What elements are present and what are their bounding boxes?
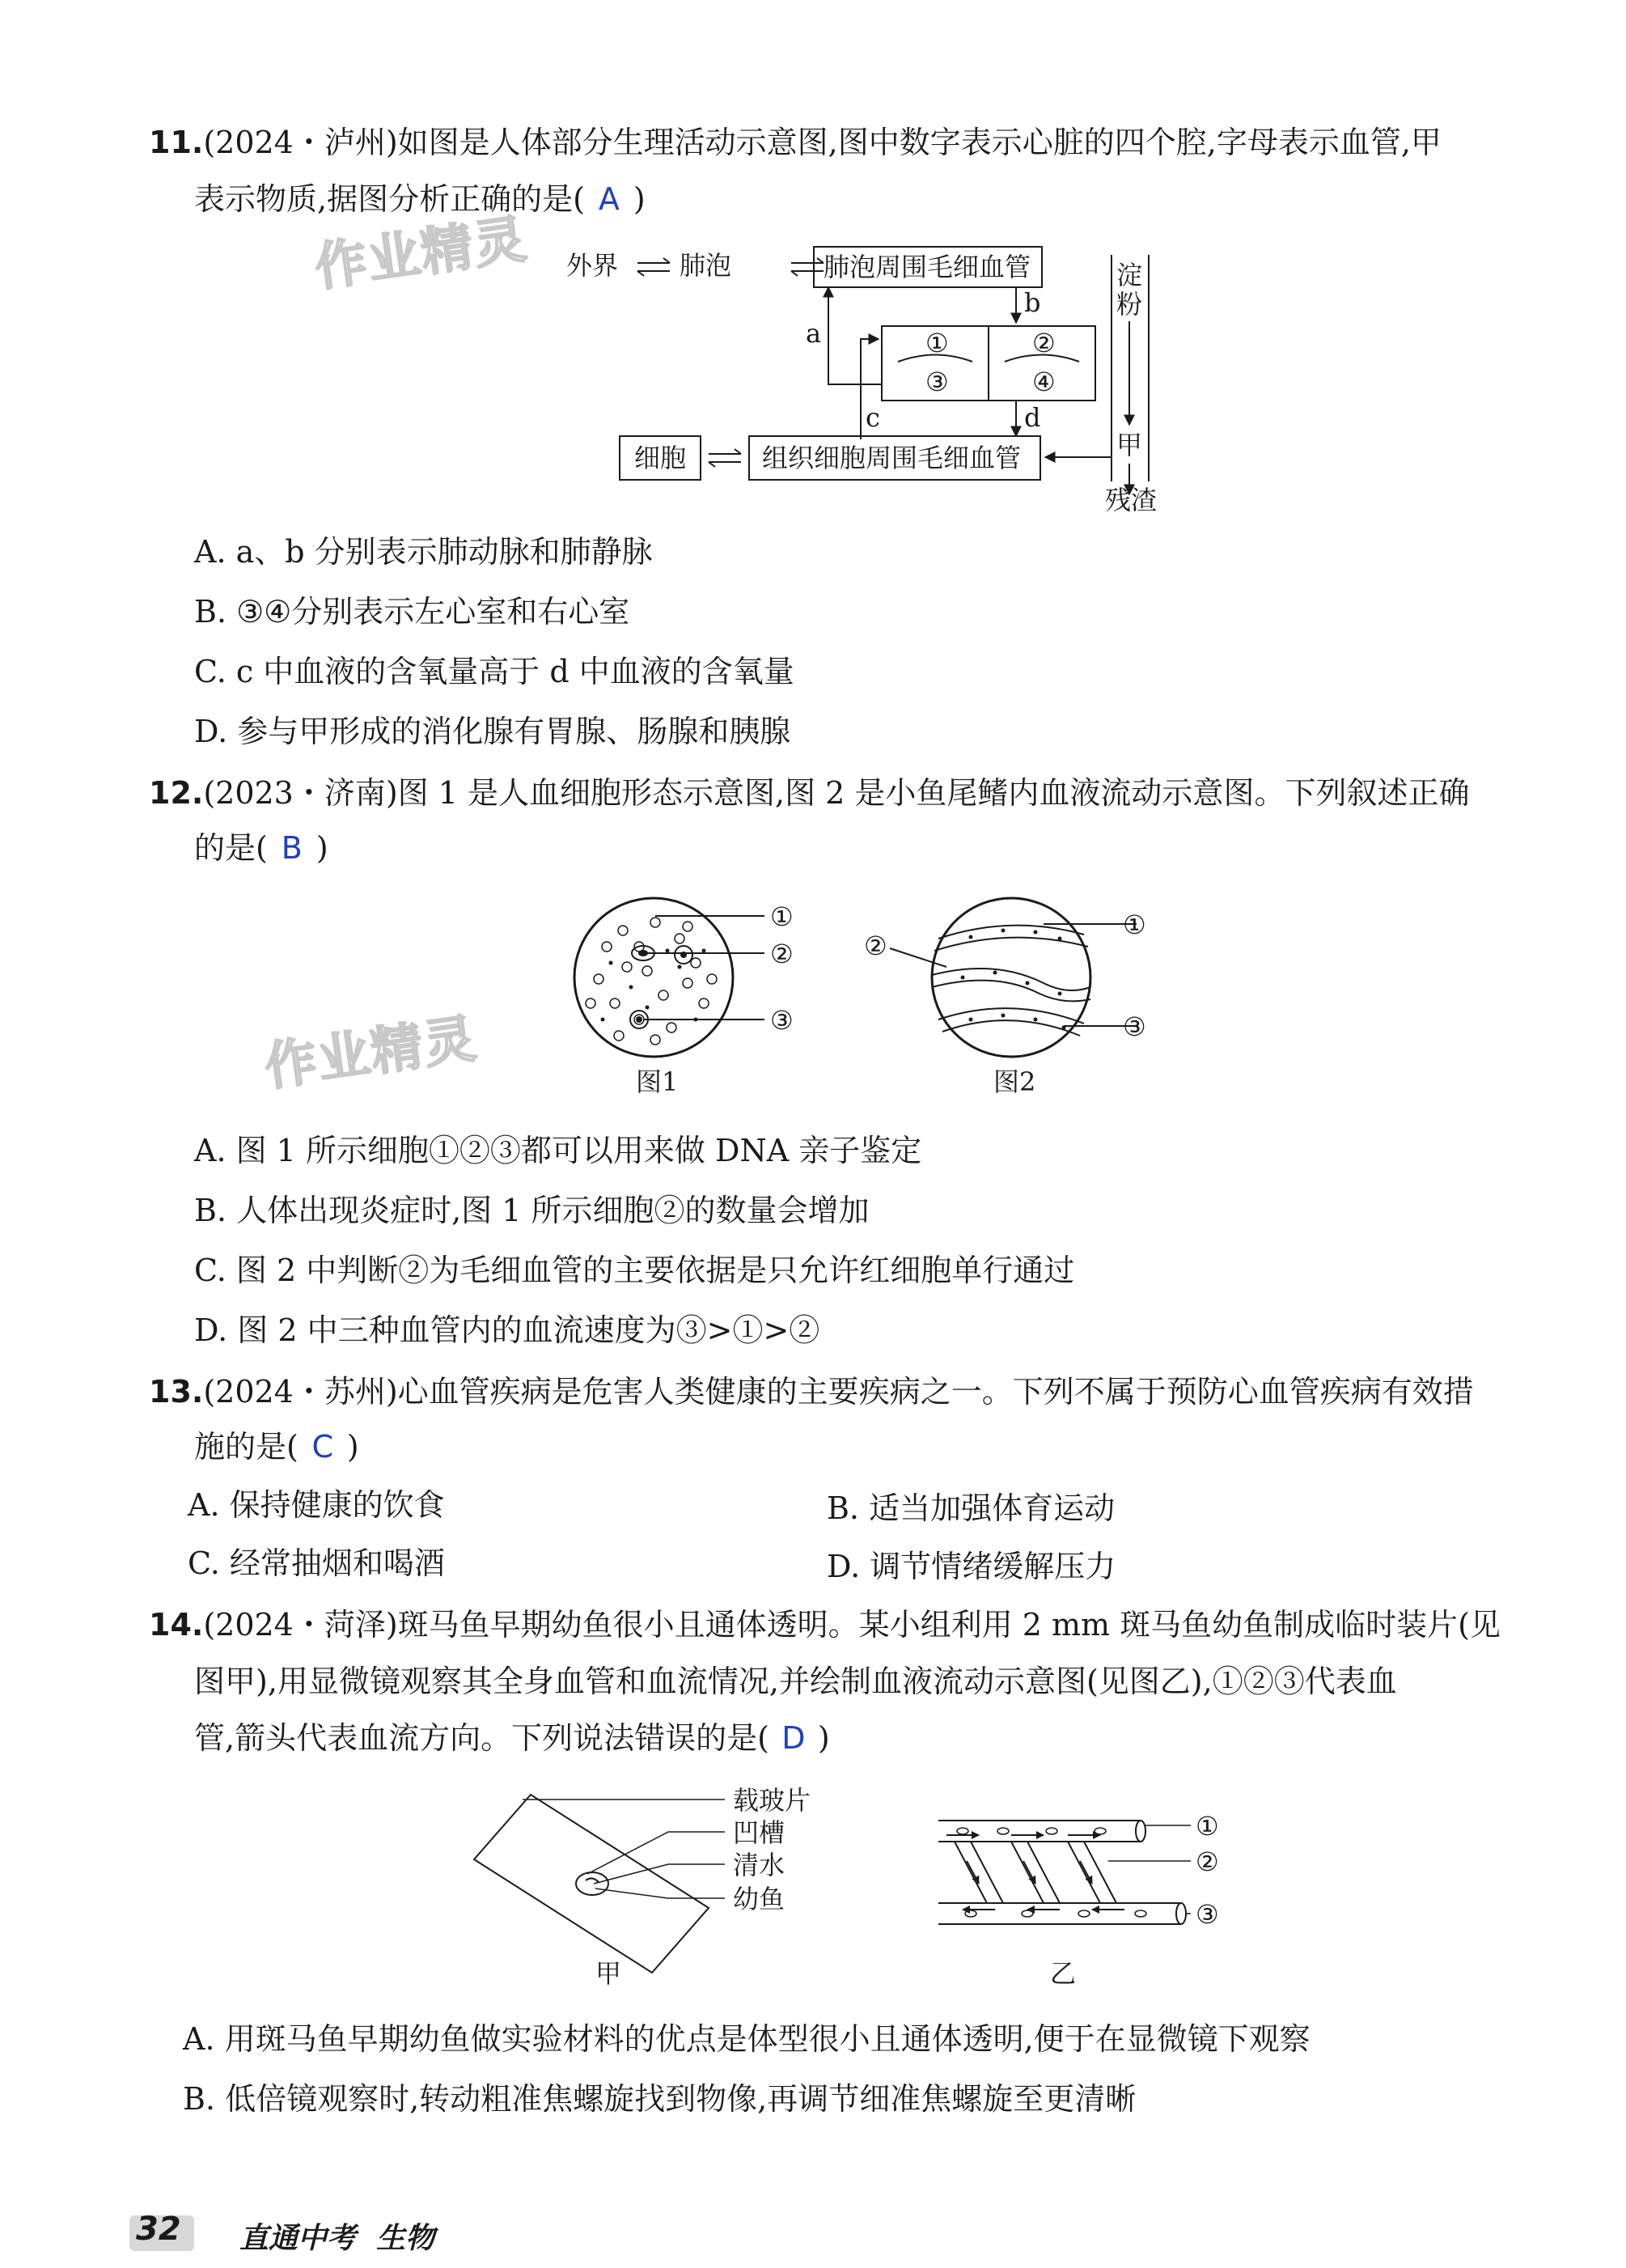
q14-option-b: B. 低倍镜观察时,转动粗准焦螺旋找到物像,再调节细准焦螺旋至更清晰 bbox=[183, 2081, 1137, 2117]
q11-option-b: B. ③④分别表示左心室和右心室 bbox=[194, 594, 630, 630]
q13-stem: 13.(2024・苏州)心血管疾病是危害人类健康的主要疾病之一。下列不属于预防心血管疾病有效措 bbox=[149, 1374, 1474, 1410]
q14-stem-cont: 图甲),用显微镜观察其全身血管和血流情况,并绘制血液流动示意图(见图乙),①②③代表血 bbox=[194, 1664, 1397, 1699]
answer: C bbox=[311, 1429, 334, 1465]
label-1: ① bbox=[770, 901, 794, 932]
watermark: 作业精灵 bbox=[260, 1008, 481, 1098]
fish-larva bbox=[586, 1878, 599, 1882]
label-cell: 细胞 bbox=[634, 443, 687, 473]
red-blood-cells bbox=[586, 918, 717, 1045]
vessel-a: a bbox=[806, 318, 822, 349]
question-number: 11. bbox=[149, 125, 204, 160]
chamber-2: ② bbox=[1032, 328, 1056, 358]
exchange-arrows bbox=[791, 258, 824, 276]
label-residue: 残渣 bbox=[1105, 485, 1158, 515]
label-2: ② bbox=[864, 931, 887, 961]
question-number: 12. bbox=[149, 775, 204, 811]
q13-stem-cont: 施的是( C ) bbox=[194, 1429, 359, 1465]
label-1: ① bbox=[1123, 909, 1146, 940]
label-starch-2: 粉 bbox=[1116, 289, 1143, 320]
q13-option-a: A. 保持健康的饮食 bbox=[188, 1487, 445, 1523]
q12-stem: 12.(2023・济南)图 1 是人血细胞形态示意图,图 2 是小鱼尾鳍内血液流动示意图。下列叙述正确 bbox=[149, 775, 1470, 811]
q12-option-c: C. 图 2 中判断②为毛细血管的主要依据是只允许红细胞单行通过 bbox=[194, 1253, 1075, 1288]
q13-option-d: D. 调节情绪缓解压力 bbox=[827, 1549, 1116, 1584]
label-1: ① bbox=[1196, 1811, 1219, 1842]
vessel-c: c bbox=[866, 402, 880, 433]
label-3: ③ bbox=[1196, 1899, 1219, 1930]
exchange-arrows bbox=[709, 449, 741, 467]
q14-option-a: A. 用斑马鱼早期幼鱼做实验材料的优点是体型很小且通体透明,便于在显微镜下观察 bbox=[183, 2021, 1311, 2057]
label-outside: 外界 bbox=[566, 250, 619, 281]
q14-figure-yi bbox=[906, 1796, 1246, 1990]
fig-yi-caption: 乙 bbox=[1050, 1958, 1077, 1989]
answer: B bbox=[281, 830, 303, 866]
vessel-d: d bbox=[1024, 402, 1041, 433]
watermark: 作业精灵 bbox=[311, 209, 531, 299]
chamber-4: ④ bbox=[1032, 367, 1056, 397]
vessel-b: b bbox=[1024, 287, 1041, 318]
answer: D bbox=[781, 1720, 806, 1756]
question-number: 13. bbox=[149, 1374, 204, 1410]
q11-stem-cont: 表示物质,据图分析正确的是( A ) bbox=[194, 181, 646, 217]
q12-option-d: D. 图 2 中三种血管内的血流速度为③>①>② bbox=[194, 1312, 820, 1348]
label-alveoli-capillary: 肺泡周围毛细血管 bbox=[824, 252, 1031, 282]
slide bbox=[474, 1795, 709, 1973]
page-number: 32 bbox=[136, 2211, 181, 2248]
question-number: 14. bbox=[149, 1607, 204, 1643]
q14-stem: 14.(2024・菏泽)斑马鱼早期幼鱼很小且通体透明。某小组利用 2 mm 斑马鱼幼鱼制成临时装片(见 bbox=[149, 1607, 1501, 1643]
label-water: 清水 bbox=[733, 1850, 785, 1880]
label-alveoli: 肺泡 bbox=[680, 250, 732, 281]
fig-jia-caption: 甲 bbox=[595, 1958, 622, 1989]
q12-option-a: A. 图 1 所示细胞①②③都可以用来做 DNA 亲子鉴定 bbox=[194, 1133, 922, 1168]
label-groove: 凹槽 bbox=[733, 1817, 785, 1848]
q11-option-c: C. c 中血液的含氧量高于 d 中血液的含氧量 bbox=[194, 654, 794, 689]
q14-stem-cont: 管,箭头代表血流方向。下列说法错误的是( D ) bbox=[194, 1720, 830, 1756]
q12-option-b: B. 人体出现炎症时,图 1 所示细胞②的数量会增加 bbox=[194, 1193, 870, 1228]
q12-stem-cont: 的是( B ) bbox=[194, 830, 328, 866]
label-3: ③ bbox=[1123, 1011, 1146, 1042]
answer: A bbox=[598, 181, 620, 217]
label-starch-1: 淀 bbox=[1116, 260, 1143, 290]
groove bbox=[576, 1872, 608, 1895]
q11-option-a: A. a、b 分别表示肺动脉和肺静脉 bbox=[194, 534, 653, 570]
label-2: ② bbox=[770, 939, 794, 969]
q14-figure-jia bbox=[466, 1780, 838, 1990]
chamber-3: ③ bbox=[925, 367, 949, 397]
chamber-1: ① bbox=[925, 328, 949, 358]
q13-option-b: B. 适当加强体育运动 bbox=[827, 1490, 1116, 1526]
fig2-caption: 图2 bbox=[993, 1066, 1036, 1097]
label-slide: 载玻片 bbox=[733, 1785, 811, 1816]
fig1-caption: 图1 bbox=[636, 1066, 679, 1097]
q11-stem: 11.(2024・泸州)如图是人体部分生理活动示意图,图中数字表示心脏的四个腔,字母表示血管,甲 bbox=[149, 125, 1442, 160]
exchange-arrows bbox=[637, 258, 670, 276]
q12-figure-2 bbox=[857, 890, 1149, 1100]
label-fish: 幼鱼 bbox=[733, 1884, 785, 1914]
q11-option-d: D. 参与甲形成的消化腺有胃腺、肠腺和胰腺 bbox=[194, 714, 791, 749]
q12-figure-1 bbox=[566, 890, 825, 1100]
book-title: 直通中考 生物 bbox=[239, 2222, 435, 2255]
label-2: ② bbox=[1196, 1846, 1219, 1877]
label-tissue-capillary: 组织细胞周围毛细血管 bbox=[762, 443, 1022, 473]
q13-option-c: C. 经常抽烟和喝酒 bbox=[188, 1545, 445, 1581]
label-jia: 甲 bbox=[1116, 430, 1143, 460]
label-3: ③ bbox=[770, 1005, 794, 1036]
q11-diagram bbox=[550, 239, 1181, 522]
